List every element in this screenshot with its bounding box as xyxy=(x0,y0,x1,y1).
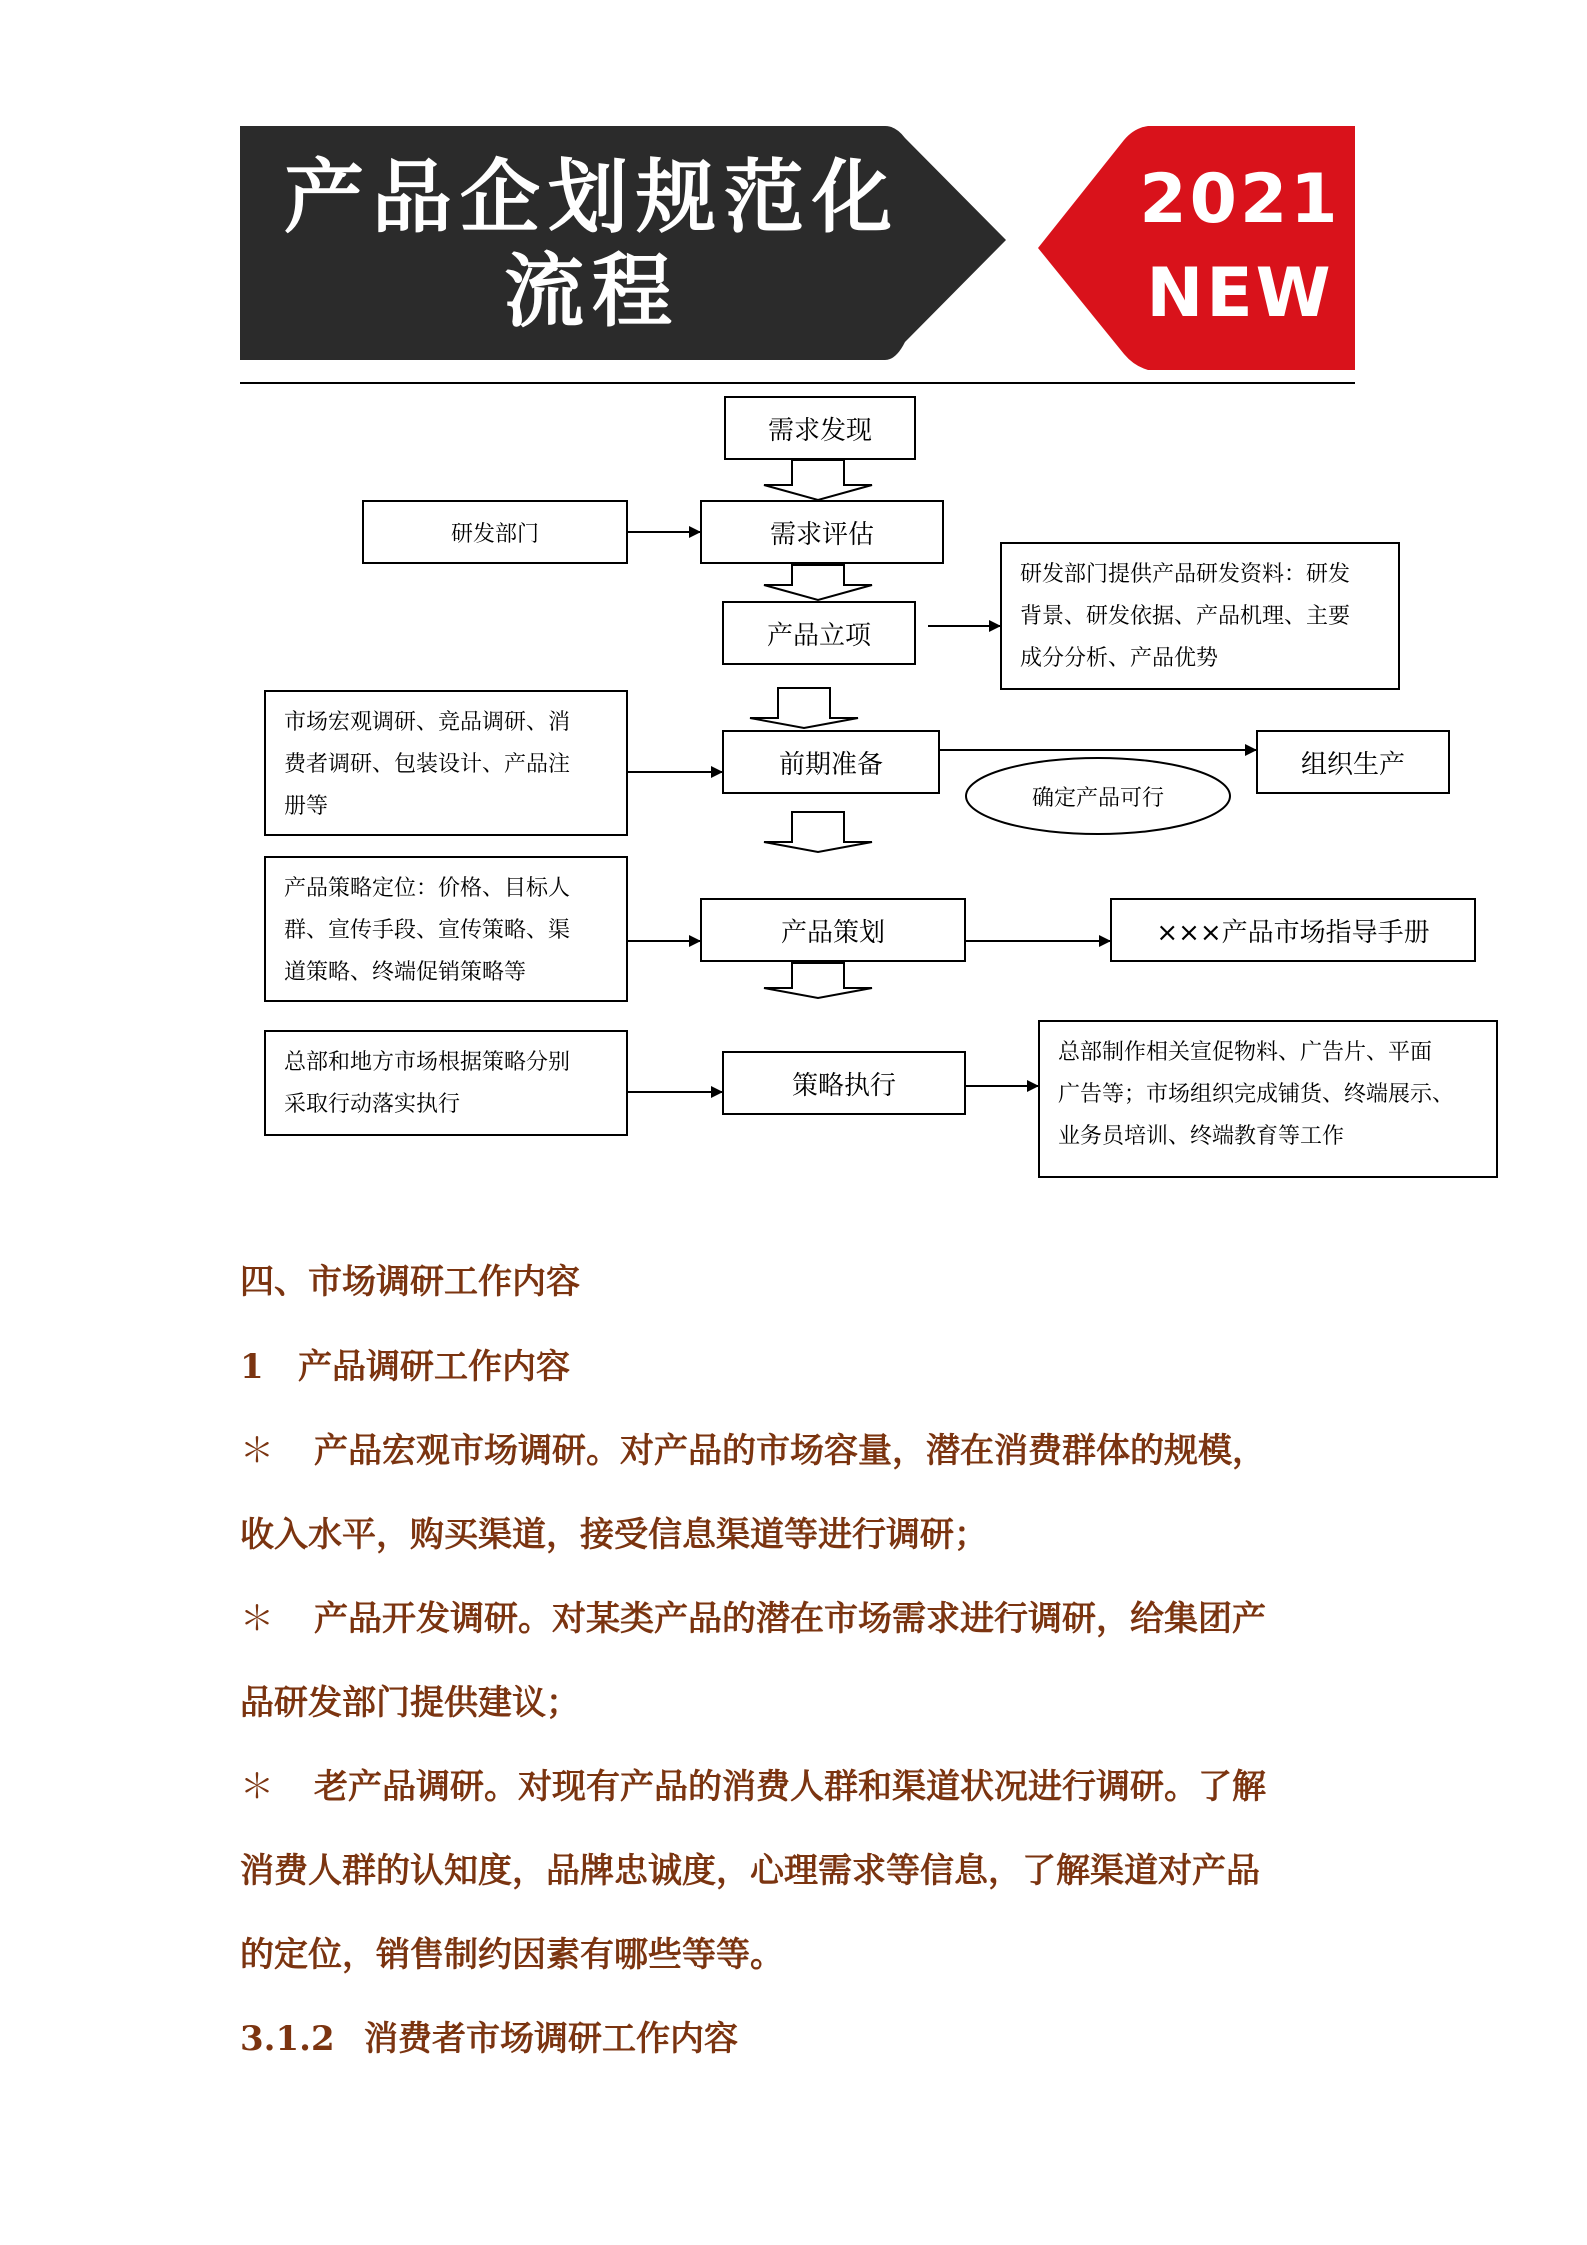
bullet-continuation xyxy=(240,1913,1360,1997)
section-heading xyxy=(240,1240,1360,1324)
sub-heading xyxy=(240,1325,1360,1409)
rd-materials-line: 成分分析、产品优势 xyxy=(1020,646,1219,671)
bullet-star-icon: ＊ xyxy=(240,1599,274,1639)
bullet-text: 的定位，销售制约因素有哪些等等。 xyxy=(240,1935,784,1975)
execution-outputs-line: 业务员培训、终端教育等工作 xyxy=(1058,1124,1345,1149)
bullet-item xyxy=(240,1577,1360,1661)
strategy-inputs-note xyxy=(264,856,628,1002)
execution-outputs-note xyxy=(1038,1020,1498,1178)
bullet-text: 收入水平，购买渠道，接受信息渠道等进行调研； xyxy=(240,1515,988,1555)
bullet-text: 对产品的市场容量，潜在消费群体的规模， xyxy=(620,1431,1266,1471)
bullet-lead: 产品宏观市场调研。 xyxy=(314,1431,620,1471)
rd-department-box: 研发部门 xyxy=(362,500,628,564)
rd-materials-line: 背景、研发依据、产品机理、主要 xyxy=(1020,604,1351,629)
sub-heading-text: 产品调研工作内容 xyxy=(298,1347,570,1387)
rd-materials-line: 研发部门提供产品研发资料：研发 xyxy=(1020,562,1351,587)
bullet-continuation xyxy=(240,1493,1360,1577)
bullet-text: 消费人群的认知度，品牌忠诚度，心理需求等信息，了解渠道对产品 xyxy=(240,1851,1260,1891)
final-heading-text: 消费者市场调研工作内容 xyxy=(364,2019,738,2059)
preparation-inputs-line: 费者调研、包装设计、产品注 xyxy=(284,752,571,777)
bullet-star-icon: ＊ xyxy=(240,1431,274,1471)
execution-inputs-note xyxy=(264,1030,628,1136)
market-guide-manual-box: ×××产品市场指导手册 xyxy=(1110,898,1476,962)
confirm-feasible-label: 确定产品可行 xyxy=(1031,785,1164,811)
bullet-item xyxy=(240,1409,1360,1493)
execution-outputs-line: 总部制作相关宣促物料、广告片、平面 xyxy=(1058,1040,1433,1065)
bullet-text: 对现有产品的消费人群和渠道状况进行调研。了解 xyxy=(518,1767,1266,1807)
document-title: 产品企划规范化 xyxy=(284,151,900,244)
organize-production-box: 组织生产 xyxy=(1256,730,1450,794)
step-demand-evaluation: 需求评估 xyxy=(700,500,944,564)
block-arrow-5 xyxy=(764,963,872,998)
sub-heading-number: 1 xyxy=(240,1347,264,1387)
bullet-text: 品研发部门提供建议； xyxy=(240,1683,580,1723)
execution-inputs-line: 采取行动落实执行 xyxy=(284,1092,461,1117)
strategy-inputs-line: 群、宣传手段、宣传策略、渠 xyxy=(284,918,571,943)
bullet-star-icon: ＊ xyxy=(240,1767,274,1807)
step-product-planning: 产品策划 xyxy=(700,898,966,962)
bullet-lead: 产品开发调研。 xyxy=(314,1599,552,1639)
block-arrow-3 xyxy=(750,688,858,728)
bullet-text: 对某类产品的潜在市场需求进行调研，给集团产 xyxy=(552,1599,1266,1639)
step-strategy-execution: 策略执行 xyxy=(722,1051,966,1115)
block-arrow-1 xyxy=(764,460,872,500)
strategy-inputs-line: 道策略、终端促销策略等 xyxy=(284,960,527,985)
year-label: 2021 xyxy=(1139,160,1341,239)
block-arrow-4 xyxy=(764,812,872,852)
preparation-inputs-note xyxy=(264,690,628,836)
execution-outputs-line: 广告等；市场组织完成铺货、终端展示、 xyxy=(1058,1082,1455,1107)
bullet-continuation xyxy=(240,1829,1360,1913)
step-demand-discovery: 需求发现 xyxy=(724,396,916,460)
block-arrow-2 xyxy=(764,565,872,600)
bullet-lead: 老产品调研。 xyxy=(314,1767,518,1807)
bullet-item xyxy=(240,1745,1360,1829)
strategy-inputs-line: 产品策略定位：价格、目标人 xyxy=(284,876,571,901)
section-heading-text: 四、市场调研工作内容 xyxy=(240,1262,580,1302)
final-heading-number: 3.1.2 xyxy=(240,2019,335,2059)
rd-materials-note xyxy=(1000,542,1400,690)
preparation-inputs-line: 册等 xyxy=(284,794,329,819)
step-project-initiation: 产品立项 xyxy=(722,601,916,665)
new-tag: NEW xyxy=(1146,254,1334,333)
step-preparation: 前期准备 xyxy=(722,730,940,794)
document-title-line2: 流程 xyxy=(504,245,680,338)
execution-inputs-line: 总部和地方市场根据策略分别 xyxy=(284,1050,571,1075)
preparation-inputs-line: 市场宏观调研、竞品调研、消 xyxy=(284,710,571,735)
bullet-continuation xyxy=(240,1661,1360,1745)
final-heading xyxy=(240,1997,1360,2081)
